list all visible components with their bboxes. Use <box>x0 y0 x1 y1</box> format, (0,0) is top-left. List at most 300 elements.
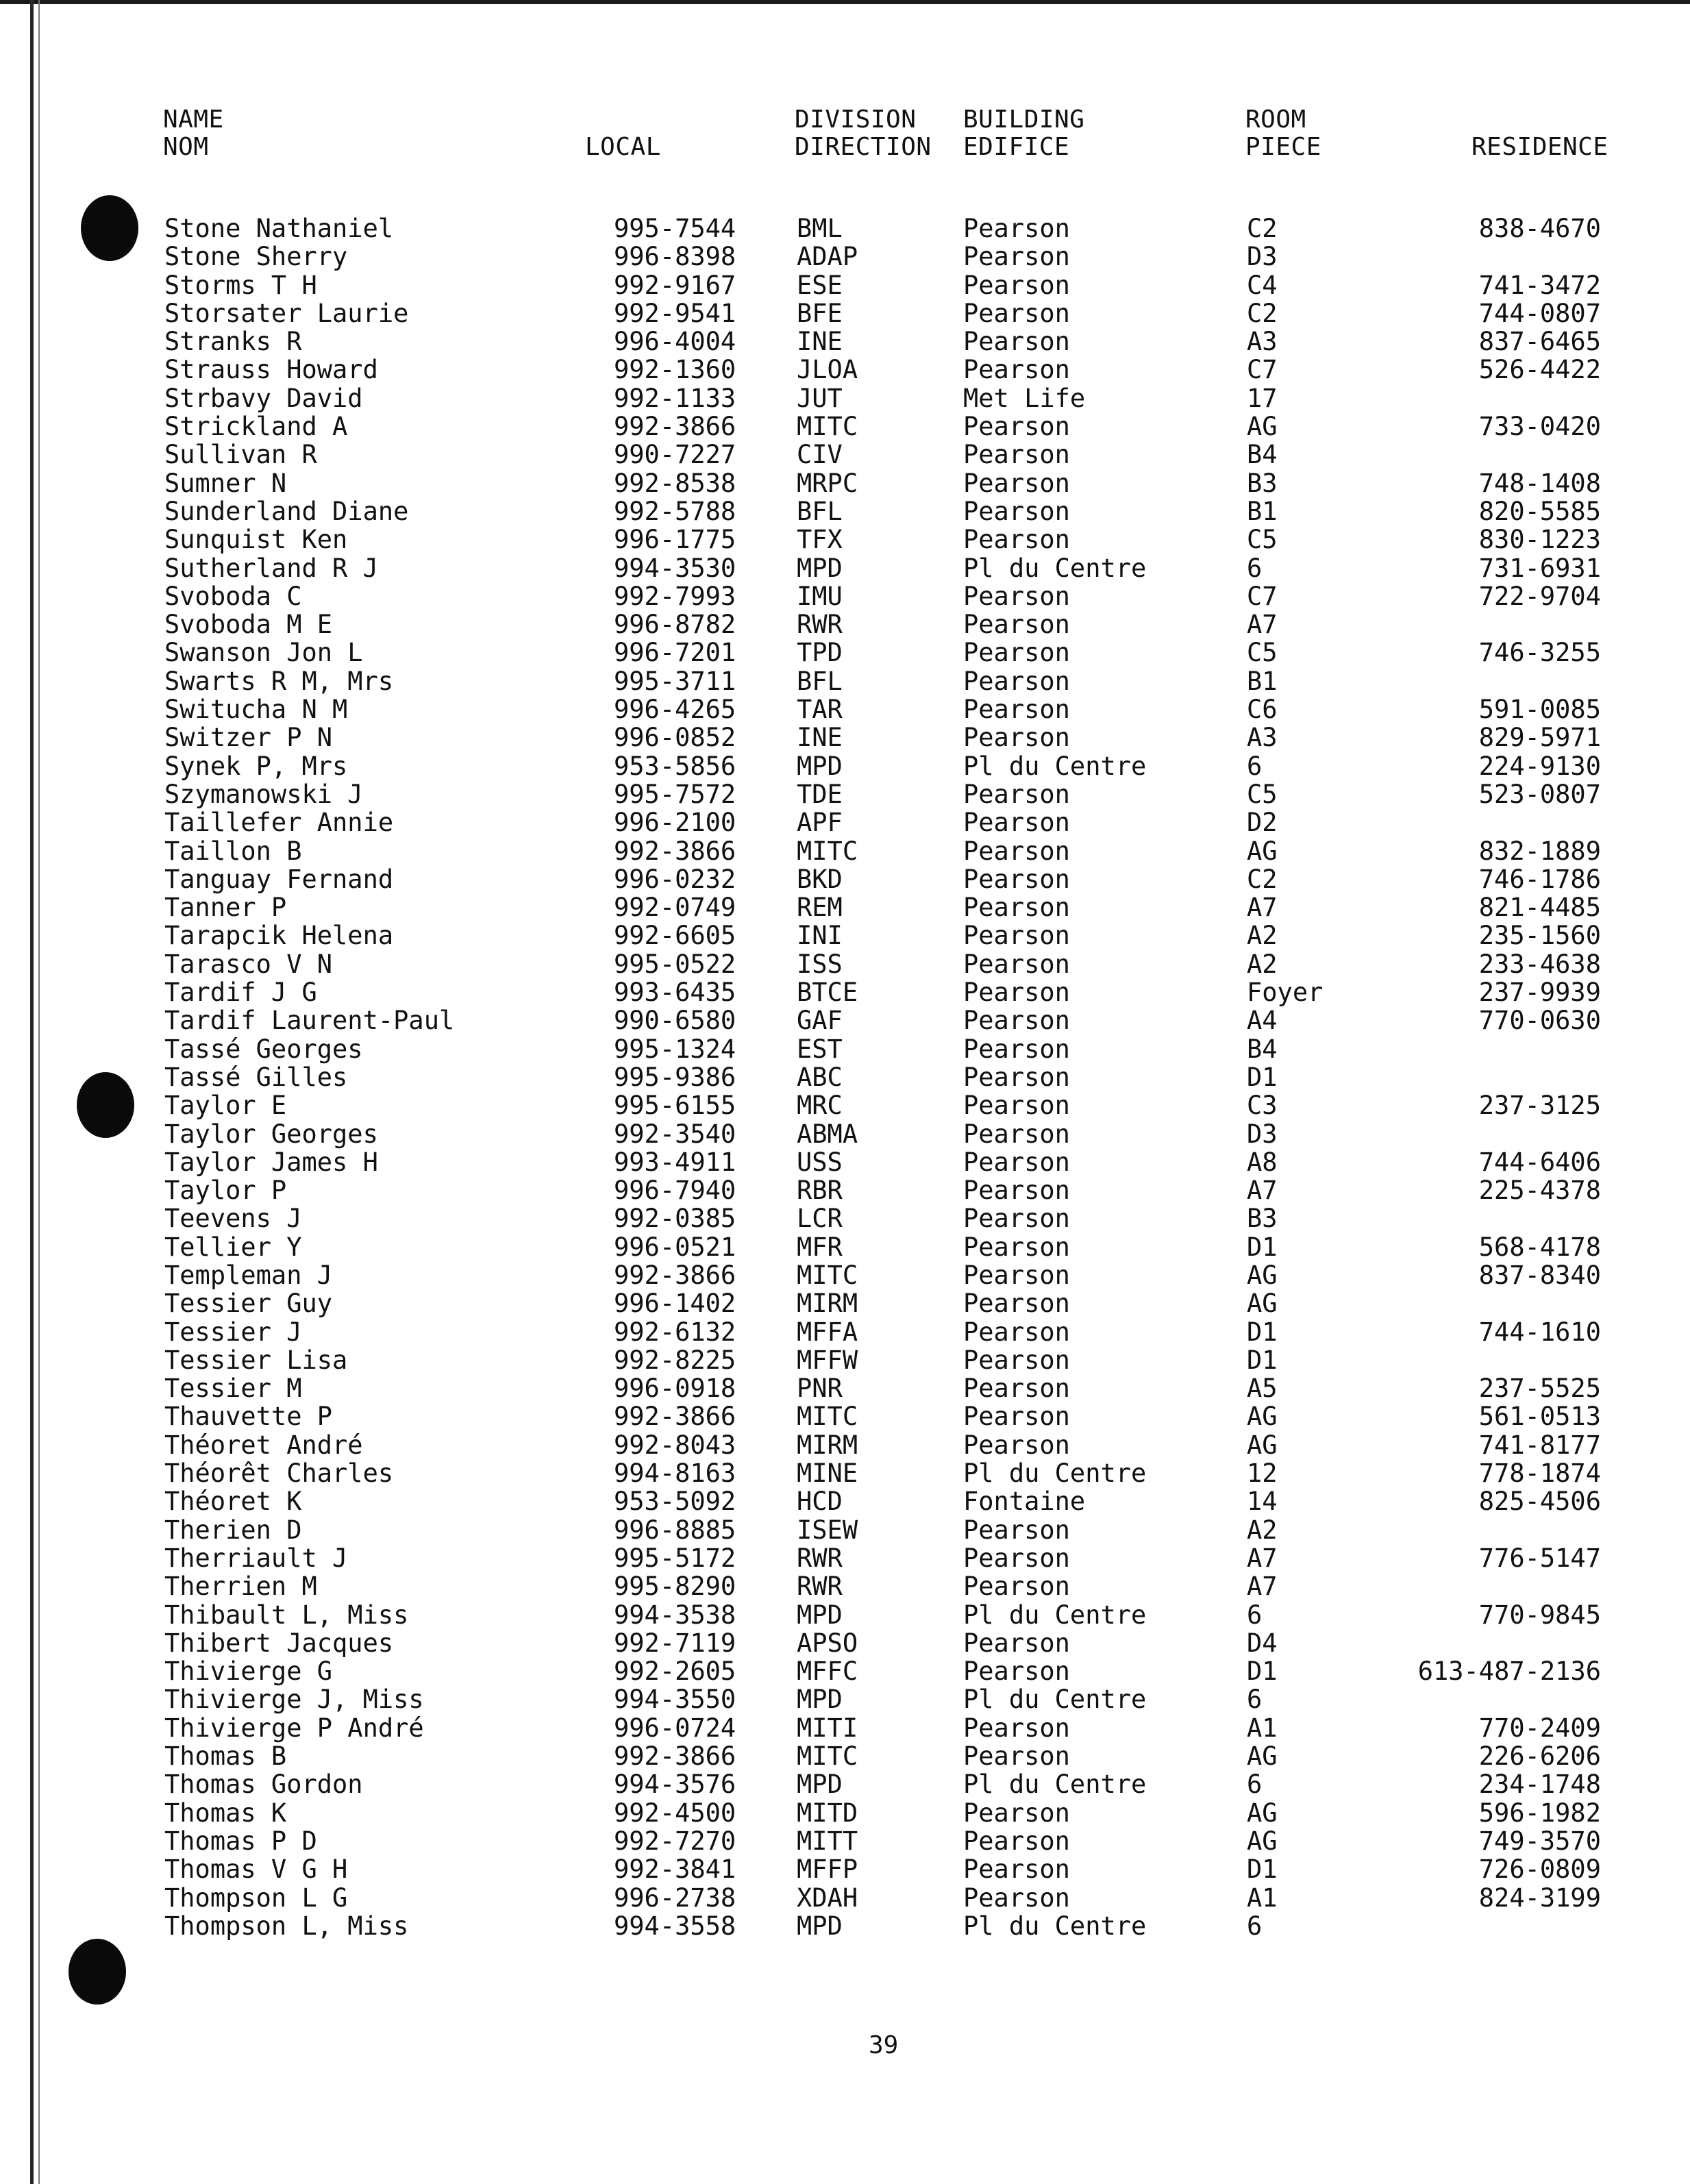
directory-row <box>0 1884 1690 1912</box>
entry-name: Thivierge P André <box>164 1713 424 1743</box>
directory-row <box>0 893 1690 921</box>
entry-building: Pearson <box>963 1232 1070 1262</box>
entry-room: C7 <box>1247 355 1278 385</box>
entry-local: 992-7119 <box>614 1628 736 1658</box>
header-room-en: ROOM <box>1245 106 1306 134</box>
entry-division: BML <box>797 214 843 243</box>
directory-row <box>0 1091 1690 1119</box>
entry-building: Pearson <box>963 723 1070 753</box>
entry-name: Strauss Howard <box>164 355 378 385</box>
entry-name: Storms T H <box>164 270 317 300</box>
entry-division: IMU <box>797 581 843 611</box>
entry-room: C5 <box>1247 525 1278 555</box>
entry-local: 994-3530 <box>614 553 736 583</box>
entry-division: ISEW <box>797 1515 858 1545</box>
entry-residence: 837-8340 <box>1478 1260 1601 1290</box>
entry-residence: 778-1874 <box>1478 1459 1601 1489</box>
entry-building: Pl du Centre <box>963 751 1147 781</box>
entry-room: D3 <box>1247 242 1278 272</box>
entry-residence: 225-4378 <box>1478 1176 1601 1206</box>
entry-building: Pearson <box>963 1317 1070 1347</box>
directory-row <box>0 271 1690 299</box>
entry-building: Pearson <box>963 978 1070 1008</box>
entry-room: B4 <box>1247 440 1278 470</box>
entry-local: 992-5788 <box>614 496 736 526</box>
directory-row <box>0 1346 1690 1374</box>
entry-building: Pearson <box>963 808 1070 838</box>
directory-row <box>0 1402 1690 1430</box>
entry-division: MITC <box>797 836 858 866</box>
entry-division: MITC <box>797 1260 858 1290</box>
entry-residence: 744-1610 <box>1478 1317 1601 1347</box>
entry-name: Théoret André <box>164 1430 363 1460</box>
entry-division: USS <box>797 1147 843 1177</box>
entry-name: Taylor James H <box>164 1147 378 1177</box>
entry-room: 6 <box>1247 1600 1263 1630</box>
entry-building: Pl du Centre <box>963 1600 1147 1630</box>
entry-name: Thivierge G <box>164 1656 333 1687</box>
directory-row <box>0 638 1690 667</box>
entry-building: Pearson <box>963 779 1070 809</box>
entry-residence: 744-0807 <box>1478 298 1601 328</box>
directory-row <box>0 950 1690 978</box>
entry-name: Thomas K <box>164 1798 287 1828</box>
entry-residence: 838-4670 <box>1478 214 1601 243</box>
entry-division: GAF <box>797 1006 843 1036</box>
entry-division: JLOA <box>797 355 858 385</box>
entry-local: 994-3576 <box>614 1770 736 1800</box>
directory-row <box>0 1685 1690 1713</box>
entry-residence: 824-3199 <box>1478 1883 1601 1913</box>
entry-building: Pearson <box>963 666 1070 696</box>
directory-row <box>0 1572 1690 1600</box>
directory-row <box>0 214 1690 243</box>
entry-name: Thibert Jacques <box>164 1628 394 1658</box>
entry-room: C3 <box>1247 1091 1278 1121</box>
header-division <box>795 106 932 161</box>
entry-name: Sullivan R <box>164 440 317 470</box>
entry-room: C5 <box>1247 779 1278 809</box>
entry-name: Therien D <box>164 1515 302 1545</box>
entry-division: APSO <box>797 1628 858 1658</box>
entry-building: Pearson <box>963 1628 1070 1658</box>
entry-room: A8 <box>1247 1147 1278 1177</box>
entry-building: Pearson <box>963 525 1070 555</box>
entry-division: MFFA <box>797 1317 858 1347</box>
entry-local: 996-2100 <box>614 808 736 838</box>
entry-building: Met Life <box>963 383 1086 413</box>
entry-residence: 526-4422 <box>1478 355 1601 385</box>
entry-name: Théorêt Charles <box>164 1459 394 1489</box>
entry-division: MITC <box>797 412 858 442</box>
entry-local: 953-5856 <box>614 751 736 781</box>
entry-room: AG <box>1247 1430 1278 1460</box>
entry-division: ABMA <box>797 1119 858 1149</box>
directory-row <box>0 1601 1690 1629</box>
entry-local: 992-3866 <box>614 1741 736 1772</box>
entry-building: Pearson <box>963 893 1070 923</box>
entry-room: A1 <box>1247 1883 1278 1913</box>
entry-building: Pearson <box>963 1091 1070 1121</box>
entry-local: 996-7940 <box>614 1176 736 1206</box>
entry-name: Strbavy David <box>164 383 363 413</box>
header-division-fr: DIRECTION <box>795 133 932 161</box>
entry-building: Pearson <box>963 327 1070 357</box>
entry-residence: 770-9845 <box>1478 1600 1601 1630</box>
entry-room: 6 <box>1247 553 1263 583</box>
entry-division: JUT <box>797 383 843 413</box>
entry-room: C5 <box>1247 638 1278 668</box>
entry-building: Pearson <box>963 1345 1070 1375</box>
entry-residence: 746-1786 <box>1478 864 1601 894</box>
entry-local: 995-6155 <box>614 1091 736 1121</box>
entry-name: Taylor P <box>164 1176 287 1206</box>
directory-row <box>0 1261 1690 1289</box>
entry-building: Pearson <box>963 1741 1070 1772</box>
directory-row <box>0 1431 1690 1459</box>
entry-room: AG <box>1247 1289 1278 1319</box>
entry-building: Pearson <box>963 864 1070 894</box>
entry-local: 992-0749 <box>614 893 736 923</box>
entry-division: INI <box>797 921 843 951</box>
entry-local: 996-2738 <box>614 1883 736 1913</box>
entry-room: A3 <box>1247 327 1278 357</box>
directory-row <box>0 1799 1690 1827</box>
entry-building: Pearson <box>963 1430 1070 1460</box>
entry-division: MRC <box>797 1091 843 1121</box>
entry-room: C7 <box>1247 581 1278 611</box>
entry-local: 992-6605 <box>614 921 736 951</box>
entry-local: 995-7572 <box>614 779 736 809</box>
entry-name: Thomas Gordon <box>164 1770 363 1800</box>
entry-building: Pl du Centre <box>963 1685 1147 1715</box>
entry-name: Thivierge J, Miss <box>164 1685 424 1715</box>
entry-room: B1 <box>1247 496 1278 526</box>
directory-row <box>0 865 1690 893</box>
entry-building: Pearson <box>963 949 1070 979</box>
entry-room: AG <box>1247 412 1278 442</box>
entry-room: 6 <box>1247 751 1263 781</box>
entry-division: MITD <box>797 1798 858 1828</box>
entry-name: Stone Sherry <box>164 242 348 272</box>
page-number: 39 <box>869 2031 899 2059</box>
entry-residence: 591-0085 <box>1478 695 1601 725</box>
entry-division: APF <box>797 808 843 838</box>
entry-room: 12 <box>1247 1459 1278 1489</box>
entry-name: Tessier Guy <box>164 1289 333 1319</box>
entry-division: REM <box>797 893 843 923</box>
directory-row <box>0 440 1690 469</box>
header-name <box>163 106 224 161</box>
directory-row <box>0 752 1690 780</box>
entry-division: CIV <box>797 440 843 470</box>
entry-name: Thomas V G H <box>164 1854 348 1885</box>
entry-residence: 832-1889 <box>1478 836 1601 866</box>
entry-room: AG <box>1247 1826 1278 1856</box>
entry-residence: 770-2409 <box>1478 1713 1601 1743</box>
header-room-fr: PIECE <box>1245 133 1321 161</box>
entry-local: 995-0522 <box>614 949 736 979</box>
directory-row <box>0 1120 1690 1148</box>
entry-room: 14 <box>1247 1487 1278 1517</box>
entry-division: RWR <box>797 1543 843 1573</box>
entry-division: BFL <box>797 496 843 526</box>
entry-name: Therriault J <box>164 1543 348 1573</box>
entry-name: Templeman J <box>164 1260 333 1290</box>
entry-building: Pearson <box>963 298 1070 328</box>
entry-room: A7 <box>1247 1572 1278 1602</box>
directory-row <box>0 667 1690 695</box>
top-edge-rule <box>0 0 1690 4</box>
entry-building: Pearson <box>963 1260 1070 1290</box>
entry-residence: 748-1408 <box>1478 468 1601 498</box>
entry-local: 992-9167 <box>614 270 736 300</box>
entry-name: Stranks R <box>164 327 302 357</box>
directory-row <box>0 497 1690 525</box>
entry-building: Pearson <box>963 270 1070 300</box>
entry-local: 996-1775 <box>614 525 736 555</box>
directory-row <box>0 1544 1690 1572</box>
entry-local: 996-0521 <box>614 1232 736 1262</box>
entry-residence: 224-9130 <box>1478 751 1601 781</box>
entry-name: Teevens J <box>164 1204 302 1234</box>
entry-residence: 596-1982 <box>1478 1798 1601 1828</box>
entry-room: A7 <box>1247 610 1278 640</box>
entry-room: 6 <box>1247 1770 1263 1800</box>
directory-row <box>0 1289 1690 1317</box>
entry-division: MFFP <box>797 1854 858 1885</box>
entry-division: MPD <box>797 751 843 781</box>
header-division-en: DIVISION <box>795 106 917 134</box>
entry-local: 995-7544 <box>614 214 736 243</box>
entry-name: Switucha N M <box>164 695 348 725</box>
entry-local: 995-3711 <box>614 666 736 696</box>
entry-building: Pearson <box>963 1119 1070 1149</box>
header-local: LOCAL <box>585 133 661 161</box>
directory-row <box>0 978 1690 1006</box>
directory-row <box>0 554 1690 582</box>
entry-name: Thomas B <box>164 1741 287 1772</box>
entry-local: 992-3866 <box>614 1402 736 1432</box>
entry-name: Storsater Laurie <box>164 298 409 328</box>
entry-residence: 741-3472 <box>1478 270 1601 300</box>
entry-division: TAR <box>797 695 843 725</box>
directory-row <box>0 299 1690 327</box>
entry-building: Pearson <box>963 1147 1070 1177</box>
entry-local: 992-3866 <box>614 412 736 442</box>
entry-residence: 829-5971 <box>1478 723 1601 753</box>
entry-residence: 561-0513 <box>1478 1402 1601 1432</box>
entry-division: RWR <box>797 1572 843 1602</box>
entry-room: C2 <box>1247 214 1278 243</box>
entry-room: AG <box>1247 1260 1278 1290</box>
entry-name: Strickland A <box>164 412 348 442</box>
entry-building: Pearson <box>963 1883 1070 1913</box>
entry-local: 996-8782 <box>614 610 736 640</box>
directory-row <box>0 837 1690 865</box>
entry-room: A7 <box>1247 893 1278 923</box>
entry-division: ADAP <box>797 242 858 272</box>
directory-row <box>0 1006 1690 1034</box>
entry-room: 6 <box>1247 1685 1263 1715</box>
directory-row <box>0 1714 1690 1742</box>
entry-division: ABC <box>797 1062 843 1092</box>
entry-room: C2 <box>1247 864 1278 894</box>
entry-room: D1 <box>1247 1317 1278 1347</box>
entry-residence: 237-9939 <box>1478 978 1601 1008</box>
header-building-fr: EDIFICE <box>963 133 1070 161</box>
entry-room: C4 <box>1247 270 1278 300</box>
directory-row <box>0 1657 1690 1685</box>
entry-name: Svoboda M E <box>164 610 333 640</box>
entry-local: 953-5092 <box>614 1487 736 1517</box>
directory-list <box>0 214 1690 1940</box>
entry-building: Pearson <box>963 1006 1070 1036</box>
directory-row <box>0 1855 1690 1883</box>
entry-building: Pearson <box>963 1515 1070 1545</box>
entry-name: Taillefer Annie <box>164 808 394 838</box>
entry-local: 992-2605 <box>614 1656 736 1687</box>
directory-row <box>0 469 1690 497</box>
entry-local: 992-6132 <box>614 1317 736 1347</box>
directory-row <box>0 1629 1690 1657</box>
entry-room: B3 <box>1247 1204 1278 1234</box>
entry-residence: 749-3570 <box>1478 1826 1601 1856</box>
entry-building: Pearson <box>963 610 1070 640</box>
entry-building: Pearson <box>963 1176 1070 1206</box>
entry-division: TPD <box>797 638 843 668</box>
entry-building: Pearson <box>963 1543 1070 1573</box>
entry-name: Tessier Lisa <box>164 1345 348 1375</box>
entry-name: Thauvette P <box>164 1402 333 1432</box>
entry-local: 992-1360 <box>614 355 736 385</box>
entry-name: Sunquist Ken <box>164 525 348 555</box>
entry-name: Thibault L, Miss <box>164 1600 409 1630</box>
entry-local: 992-4500 <box>614 1798 736 1828</box>
entry-residence: 726-0809 <box>1478 1854 1601 1885</box>
entry-residence: 233-4638 <box>1478 949 1601 979</box>
directory-row <box>0 1063 1690 1091</box>
entry-residence: 820-5585 <box>1478 496 1601 526</box>
entry-name: Tassé Gilles <box>164 1062 348 1092</box>
entry-building: Pearson <box>963 214 1070 243</box>
entry-division: TDE <box>797 779 843 809</box>
entry-room: A2 <box>1247 921 1278 951</box>
entry-local: 996-0232 <box>614 864 736 894</box>
entry-local: 992-8043 <box>614 1430 736 1460</box>
entry-building: Pearson <box>963 242 1070 272</box>
entry-room: A7 <box>1247 1543 1278 1573</box>
entry-division: MPD <box>797 1770 843 1800</box>
entry-residence: 744-6406 <box>1478 1147 1601 1177</box>
entry-division: TFX <box>797 525 843 555</box>
entry-room: AG <box>1247 1741 1278 1772</box>
entry-room: 6 <box>1247 1911 1263 1941</box>
directory-row <box>0 723 1690 752</box>
entry-division: MIRM <box>797 1289 858 1319</box>
entry-building: Pearson <box>963 1402 1070 1432</box>
entry-division: MPD <box>797 1911 843 1941</box>
entry-residence: 776-5147 <box>1478 1543 1601 1573</box>
entry-name: Thompson L, Miss <box>164 1911 409 1941</box>
entry-name: Théoret K <box>164 1487 302 1517</box>
entry-residence: 237-5525 <box>1478 1374 1601 1404</box>
entry-division: EST <box>797 1034 843 1064</box>
entry-local: 995-1324 <box>614 1034 736 1064</box>
entry-residence: 226-6206 <box>1478 1741 1601 1772</box>
entry-building: Pl du Centre <box>963 1911 1147 1941</box>
entry-building: Pearson <box>963 1798 1070 1828</box>
directory-row <box>0 1912 1690 1940</box>
directory-row <box>0 1487 1690 1515</box>
entry-local: 992-1133 <box>614 383 736 413</box>
entry-division: ISS <box>797 949 843 979</box>
entry-residence: 235-1560 <box>1478 921 1601 951</box>
entry-room: A1 <box>1247 1713 1278 1743</box>
entry-division: MITI <box>797 1713 858 1743</box>
entry-name: Tardif Laurent-Paul <box>164 1006 455 1036</box>
entry-building: Pearson <box>963 921 1070 951</box>
entry-name: Tessier M <box>164 1374 302 1404</box>
entry-division: BTCE <box>797 978 858 1008</box>
entry-building: Fontaine <box>963 1487 1086 1517</box>
entry-local: 996-1402 <box>614 1289 736 1319</box>
directory-row <box>0 412 1690 440</box>
entry-local: 992-9541 <box>614 298 736 328</box>
entry-name: Stone Nathaniel <box>164 214 394 243</box>
directory-row <box>0 921 1690 950</box>
entry-division: RWR <box>797 610 843 640</box>
header-room <box>1245 106 1321 161</box>
entry-local: 996-4004 <box>614 327 736 357</box>
entry-residence: 237-3125 <box>1478 1091 1601 1121</box>
entry-building: Pearson <box>963 440 1070 470</box>
entry-local: 996-8885 <box>614 1515 736 1545</box>
directory-row <box>0 1459 1690 1487</box>
entry-name: Svoboda C <box>164 581 302 611</box>
entry-local: 990-6580 <box>614 1006 736 1036</box>
entry-name: Swarts R M, Mrs <box>164 666 394 696</box>
entry-local: 996-0724 <box>614 1713 736 1743</box>
entry-room: A5 <box>1247 1374 1278 1404</box>
entry-local: 993-4911 <box>614 1147 736 1177</box>
entry-building: Pearson <box>963 1289 1070 1319</box>
entry-name: Tessier J <box>164 1317 302 1347</box>
header-building-en: BUILDING <box>963 106 1085 134</box>
entry-building: Pearson <box>963 1062 1070 1092</box>
entry-name: Tardif J G <box>164 978 317 1008</box>
entry-local: 990-7227 <box>614 440 736 470</box>
entry-room: AG <box>1247 1402 1278 1432</box>
entry-local: 992-3841 <box>614 1854 736 1885</box>
entry-room: 17 <box>1247 383 1278 413</box>
entry-building: Pearson <box>963 1374 1070 1404</box>
entry-room: AG <box>1247 1798 1278 1828</box>
entry-room: D3 <box>1247 1119 1278 1149</box>
directory-row <box>0 1204 1690 1232</box>
entry-local: 995-9386 <box>614 1062 736 1092</box>
entry-building: Pearson <box>963 1713 1070 1743</box>
entry-room: B3 <box>1247 468 1278 498</box>
entry-name: Szymanowski J <box>164 779 363 809</box>
entry-local: 995-5172 <box>614 1543 736 1573</box>
entry-residence: 731-6931 <box>1478 553 1601 583</box>
entry-local: 992-3866 <box>614 836 736 866</box>
entry-residence: 837-6465 <box>1478 327 1601 357</box>
entry-division: MITT <box>797 1826 858 1856</box>
entry-division: MFFW <box>797 1345 858 1375</box>
directory-row <box>0 610 1690 638</box>
